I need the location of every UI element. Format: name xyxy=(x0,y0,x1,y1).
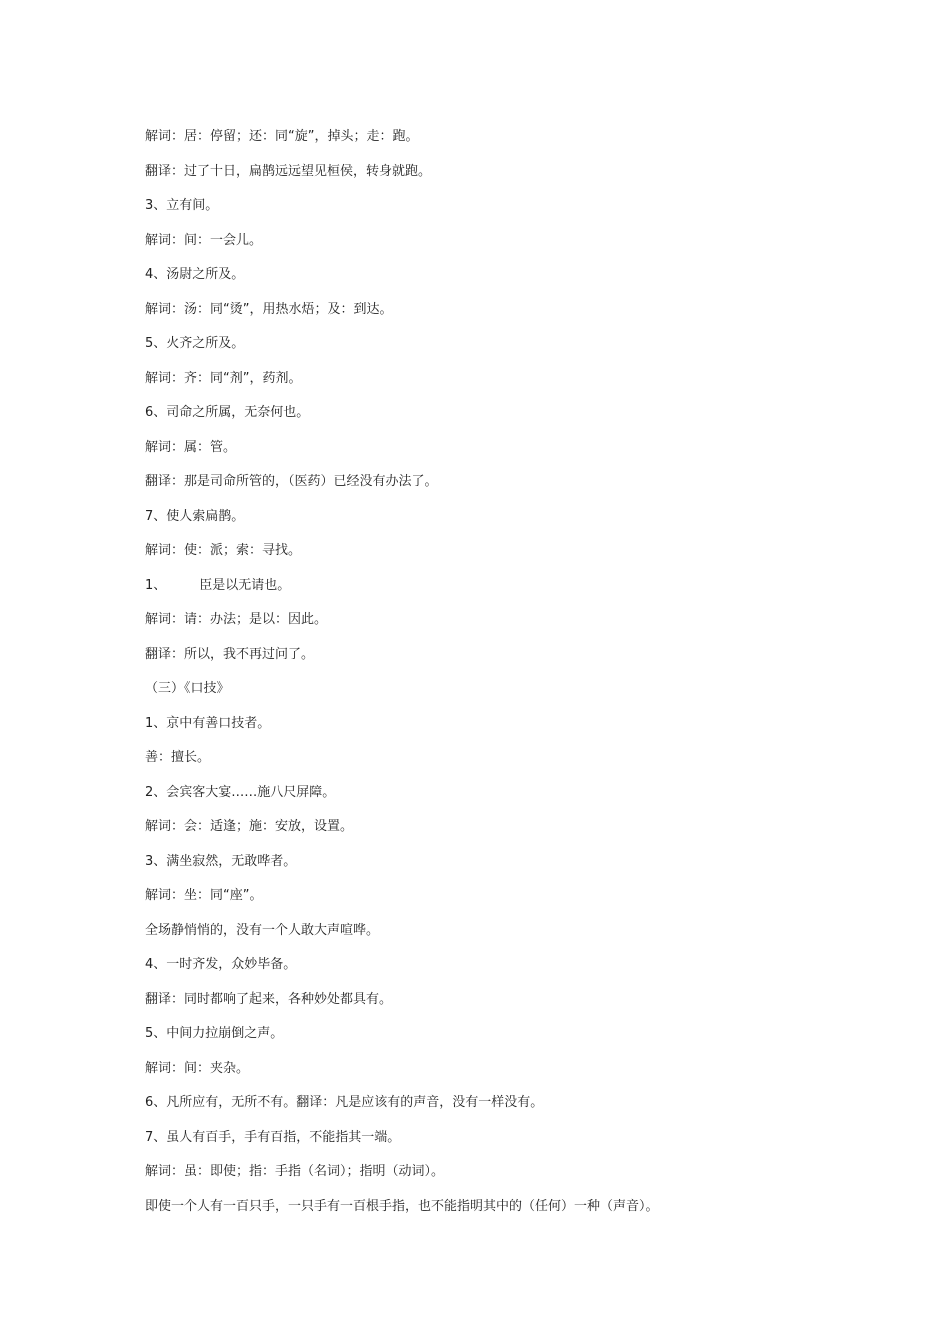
text-line: 翻译：所以，我不再过问了。 xyxy=(145,646,315,662)
text-line: 解词：齐：同“剂”，药剂。 xyxy=(145,370,302,386)
text-line: 2、会宾客大宴……施八尺屏障。 xyxy=(145,784,336,800)
text-line: 5、中间力拉崩倒之声。 xyxy=(145,1026,284,1041)
text-line: 翻译：那是司命所管的，（医药）已经没有办法了。 xyxy=(145,474,438,489)
text-line: 6、凡所应有，无所不有。翻译：凡是应该有的声音，没有一样没有。 xyxy=(145,1095,544,1110)
document-body xyxy=(145,120,845,1224)
text-line: 5、火齐之所及。 xyxy=(145,336,245,351)
text-line: 解词：使：派；索：寻找。 xyxy=(145,543,302,558)
text-line: 3、满坐寂然，无敢哗者。 xyxy=(145,853,297,869)
text-line: 解词：会：适逢；施：安放，设置。 xyxy=(145,819,354,834)
text-line: 3、立有间。 xyxy=(145,198,219,213)
text-line: 即使一个人有一百只手，一只手有一百根手指，也不能指明其中的（任何）一种（声音）。 xyxy=(145,1198,659,1214)
line-text: 臣是以无请也。 xyxy=(199,577,291,593)
text-line: 解词：汤：同“烫”，用热水焐；及：到达。 xyxy=(145,301,393,317)
text-line: 善：擅长。 xyxy=(145,750,211,765)
text-line: 解词：坐：同“座”。 xyxy=(145,888,263,903)
text-line: 解词：间：夹杂。 xyxy=(145,1060,250,1076)
text-line: 7、虽人有百手，手有百指，不能指其一端。 xyxy=(145,1129,401,1145)
text-line: 4、一时齐发，众妙毕备。 xyxy=(145,957,297,972)
text-line: 解词：虽：即使；指：手指（名词）；指明（动词）。 xyxy=(145,1164,445,1179)
text-line: 解词：属：管。 xyxy=(145,439,237,455)
text-line: 解词：请：办法；是以：因此。 xyxy=(145,612,328,627)
text-line: 全场静悄悄的，没有一个人敢大声喧哗。 xyxy=(145,922,380,938)
numbered-line xyxy=(145,569,845,604)
section-heading: （三）《口技》 xyxy=(145,681,230,696)
text-line: 1、京中有善口技者。 xyxy=(145,715,271,731)
line-number: 1、 xyxy=(145,577,167,593)
text-line: 解词：居：停留；还：同“旋”，掉头；走：跑。 xyxy=(145,129,419,144)
text-line: 7、使人索扁鹊。 xyxy=(145,508,245,524)
text-line: 6、司命之所属，无奈何也。 xyxy=(145,405,310,420)
text-line: 4、汤尉之所及。 xyxy=(145,267,245,282)
text-line: 解词：间：一会儿。 xyxy=(145,232,263,248)
text-line: 翻译：过了十日，扁鹊远远望见桓侯，转身就跑。 xyxy=(145,163,432,179)
text-line: 翻译：同时都响了起来，各种妙处都具有。 xyxy=(145,991,393,1007)
